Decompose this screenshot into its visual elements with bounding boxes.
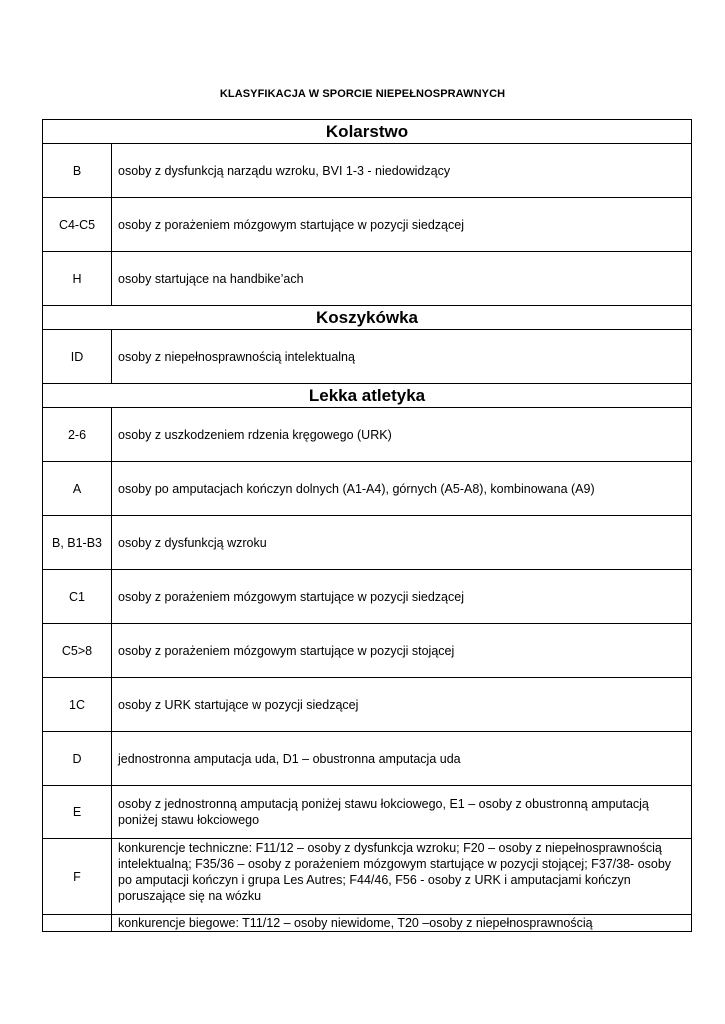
class-description: osoby z jednostronną amputacją poniżej stawu łokciowego, E1 – osoby z obustronną amputacją poniżej stawu łokciowego	[112, 786, 692, 839]
class-description: osoby z porażeniem mózgowym startujące w pozycji stojącej	[112, 624, 692, 678]
class-description: osoby z porażeniem mózgowym startujące w pozycji siedzącej	[112, 570, 692, 624]
class-code: C4-C5	[43, 198, 112, 252]
class-code: ID	[43, 330, 112, 384]
table-row	[43, 786, 692, 839]
table-row	[43, 252, 692, 306]
class-code: 1C	[43, 678, 112, 732]
table-row	[43, 624, 692, 678]
section-header-row	[43, 120, 692, 144]
class-description: konkurencje techniczne: F11/12 – osoby z dysfunkcja wzroku; F20 – osoby z niepełnosprawnością intelektualną; F35/36 – osoby z porażeniem mózgowym startujące w pozycji stojącej; F37/38- osoby po amputacji kończyn i grupa Les Autres; F44/46, F56 - osoby z URK i amputacjami kończyn poruszające się na wózku	[112, 839, 692, 915]
class-description: osoby z dysfunkcją wzroku	[112, 516, 692, 570]
class-description: osoby z uszkodzeniem rdzenia kręgowego (URK)	[112, 408, 692, 462]
section-header-row	[43, 306, 692, 330]
classification-table	[42, 119, 692, 932]
table-row	[43, 198, 692, 252]
table-row	[43, 462, 692, 516]
class-code: D	[43, 732, 112, 786]
table-row	[43, 408, 692, 462]
section-title-basketball: Koszykówka	[43, 306, 692, 330]
section-title-cycling: Kolarstwo	[43, 120, 692, 144]
class-code: F	[43, 839, 112, 915]
class-description: osoby z dysfunkcją narządu wzroku, BVI 1-3 - niedowidzący	[112, 144, 692, 198]
class-description: konkurencje biegowe: T11/12 – osoby niewidome, T20 –osoby z niepełnosprawnością	[112, 915, 692, 932]
class-description: osoby z niepełnosprawnością intelektualną	[112, 330, 692, 384]
class-description: osoby z URK startujące w pozycji siedzącej	[112, 678, 692, 732]
section-title-athletics: Lekka atletyka	[43, 384, 692, 408]
table-row	[43, 839, 692, 915]
class-code: 2-6	[43, 408, 112, 462]
table-row	[43, 570, 692, 624]
table-row	[43, 516, 692, 570]
class-code	[43, 915, 112, 932]
class-code: H	[43, 252, 112, 306]
class-code: E	[43, 786, 112, 839]
table-row	[43, 915, 692, 932]
class-description: osoby z porażeniem mózgowym startujące w pozycji siedzącej	[112, 198, 692, 252]
class-description: osoby startujące na handbike’ach	[112, 252, 692, 306]
class-code: B, B1-B3	[43, 516, 112, 570]
section-header-row	[43, 384, 692, 408]
class-code: A	[43, 462, 112, 516]
table-row	[43, 330, 692, 384]
class-code: B	[43, 144, 112, 198]
document-title: KLASYFIKACJA W SPORCIE NIEPEŁNOSPRAWNYCH	[219, 88, 506, 100]
table-row	[43, 678, 692, 732]
table-row	[43, 732, 692, 786]
class-description: jednostronna amputacja uda, D1 – obustronna amputacja uda	[112, 732, 692, 786]
class-code: C5>8	[43, 624, 112, 678]
class-code: C1	[43, 570, 112, 624]
class-description: osoby po amputacjach kończyn dolnych (A1-A4), górnych (A5-A8), kombinowana (A9)	[112, 462, 692, 516]
table-row	[43, 144, 692, 198]
